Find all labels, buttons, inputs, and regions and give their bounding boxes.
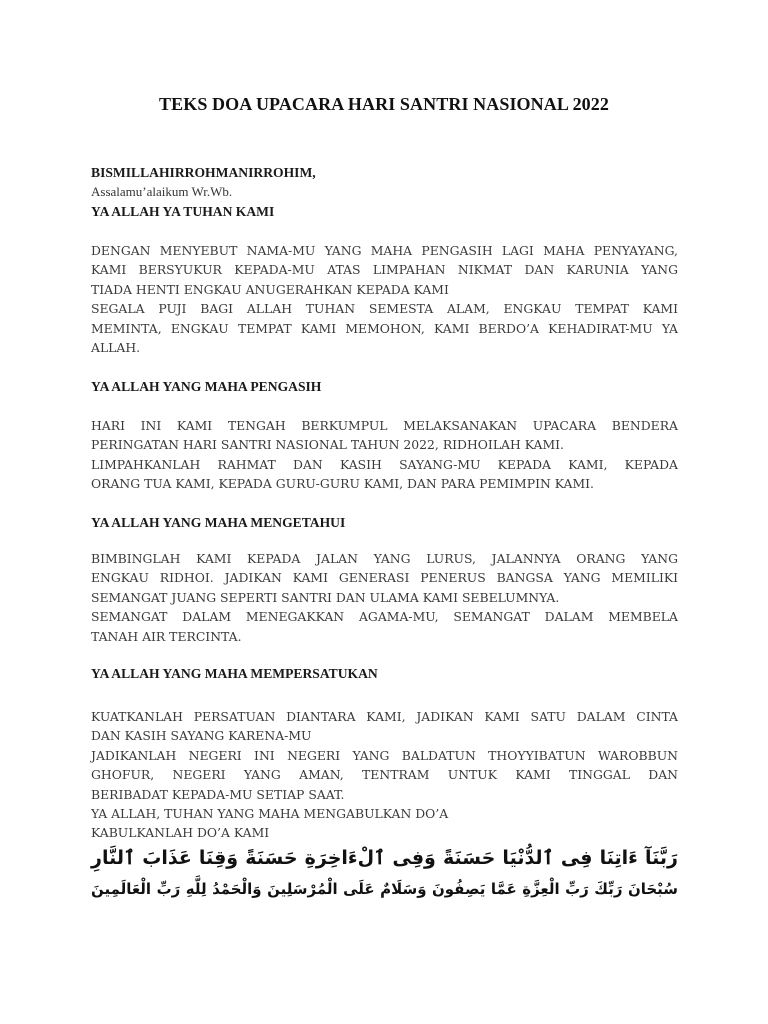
salam-line: Assalamu’alaikum Wr.Wb. — [91, 184, 233, 200]
paragraph-1 — [91, 241, 678, 357]
paragraph-line: SEMANGAT DALAM MENEGAKKAN AGAMA-MU, SEMANGAT DALAM MEMBELA — [91, 609, 678, 625]
paragraph-line: MEMINTA, ENGKAU TEMPAT KAMI MEMOHON, KAMI BERDO’A KEHADIRAT-MU YA — [91, 320, 678, 336]
paragraph-line: KUATKANLAH PERSATUAN DIANTARA KAMI, JADIKAN KAMI SATU DALAM CINTA — [91, 709, 678, 724]
paragraph-line: ALLAH. — [91, 339, 141, 355]
section-heading-3 — [91, 513, 678, 532]
paragraph-3 — [91, 549, 678, 646]
paragraph-line: HARI INI KAMI TENGAH BERKUMPUL MELAKSANAKAN UPACARA BENDERA — [91, 418, 678, 433]
paragraph-line: BIMBINGLAH KAMI KEPADA JALAN YANG LURUS, JALANNYA ORANG YANG — [91, 551, 678, 566]
paragraph-line: KAMI BERSYUKUR KEPADA-MU ATAS LIMPAHAN NIKMAT DAN KARUNIA YANG — [91, 262, 678, 278]
paragraph-line: GHOFUR, NEGERI YANG AMAN, TENTRAM UNTUK KAMI TINGGAL DAN — [91, 767, 678, 783]
paragraph-line: YA ALLAH, TUHAN YANG MAHA MENGABULKAN DO’A — [91, 805, 449, 821]
paragraph-line: LIMPAHKANLAH RAHMAT DAN KASIH SAYANG-MU KEPADA KAMI, KEPADA — [91, 456, 678, 472]
section-heading-4 — [91, 664, 678, 683]
arabic-prayer-line-1: رَبَّنَآ ءَاتِنَا فِى ٱلدُّنْيَا حَسَنَةً وَفِى ٱلْءَاخِرَةِ حَسَنَةً وَقِنَا عَذَابَ ٱلنَّارِ — [91, 847, 678, 869]
opening-section — [91, 163, 678, 221]
paragraph-line: BERIBADAT KEPADA-MU SETIAP SAAT. — [91, 786, 345, 802]
basmalah-line: BISMILLAHIRROHMANIRROHIM, — [91, 165, 316, 180]
paragraph-4 — [91, 707, 678, 843]
paragraph-line: DENGAN MENYEBUT NAMA-MU YANG MAHA PENGASIH LAGI MAHA PENYAYANG, — [91, 243, 678, 258]
paragraph-line: SEMANGAT JUANG SEPERTI SANTRI DAN ULAMA KAMI SEBELUMNYA. — [91, 589, 560, 605]
paragraph-2 — [91, 416, 678, 494]
paragraph-line: KABULKANLAH DO’A KAMI — [91, 825, 270, 841]
section-heading: YA ALLAH YANG MAHA MENGETAHUI — [91, 515, 346, 530]
paragraph-line: DAN KASIH SAYANG KARENA-MU — [91, 728, 312, 744]
section-heading: YA ALLAH YANG MAHA MEMPERSATUKAN — [91, 666, 378, 681]
opening-heading: YA ALLAH YA TUHAN KAMI — [91, 203, 275, 219]
paragraph-line: SEGALA PUJI BAGI ALLAH TUHAN SEMESTA ALAM, ENGKAU TEMPAT KAMI — [91, 301, 678, 317]
document-title: TEKS DOA UPACARA HARI SANTRI NASIONAL 2022 — [159, 94, 609, 114]
paragraph-line: ORANG TUA KAMI, KEPADA GURU-GURU KAMI, DAN PARA PEMIMPIN KAMI. — [91, 476, 594, 492]
arabic-prayer-line-2: سُبْحَانَ رَبِّكَ رَبِّ الْعِزَّةِ عَمَّا يَصِفُونَ وَسَلَامٌ عَلَى الْمُرْسَلِينَ وَالْحَمْدُ لِلَّهِ رَبِّ الْعَالَمِينَ — [91, 880, 678, 898]
paragraph-line: PERINGATAN HARI SANTRI NASIONAL TAHUN 2022, RIDHOILAH KAMI. — [91, 437, 564, 453]
paragraph-line: TIADA HENTI ENGKAU ANUGERAHKAN KEPADA KAMI — [91, 281, 449, 297]
section-heading: YA ALLAH YANG MAHA PENGASIH — [91, 379, 322, 394]
paragraph-line: JADIKANLAH NEGERI INI NEGERI YANG BALDATUN THOYYIBATUN WAROBBUN — [91, 747, 678, 763]
paragraph-line: TANAH AIR TERCINTA. — [91, 628, 242, 644]
section-heading-2 — [91, 377, 678, 396]
paragraph-line: ENGKAU RIDHOI. JADIKAN KAMI GENERASI PENERUS BANGSA YANG MEMILIKI — [91, 570, 678, 586]
